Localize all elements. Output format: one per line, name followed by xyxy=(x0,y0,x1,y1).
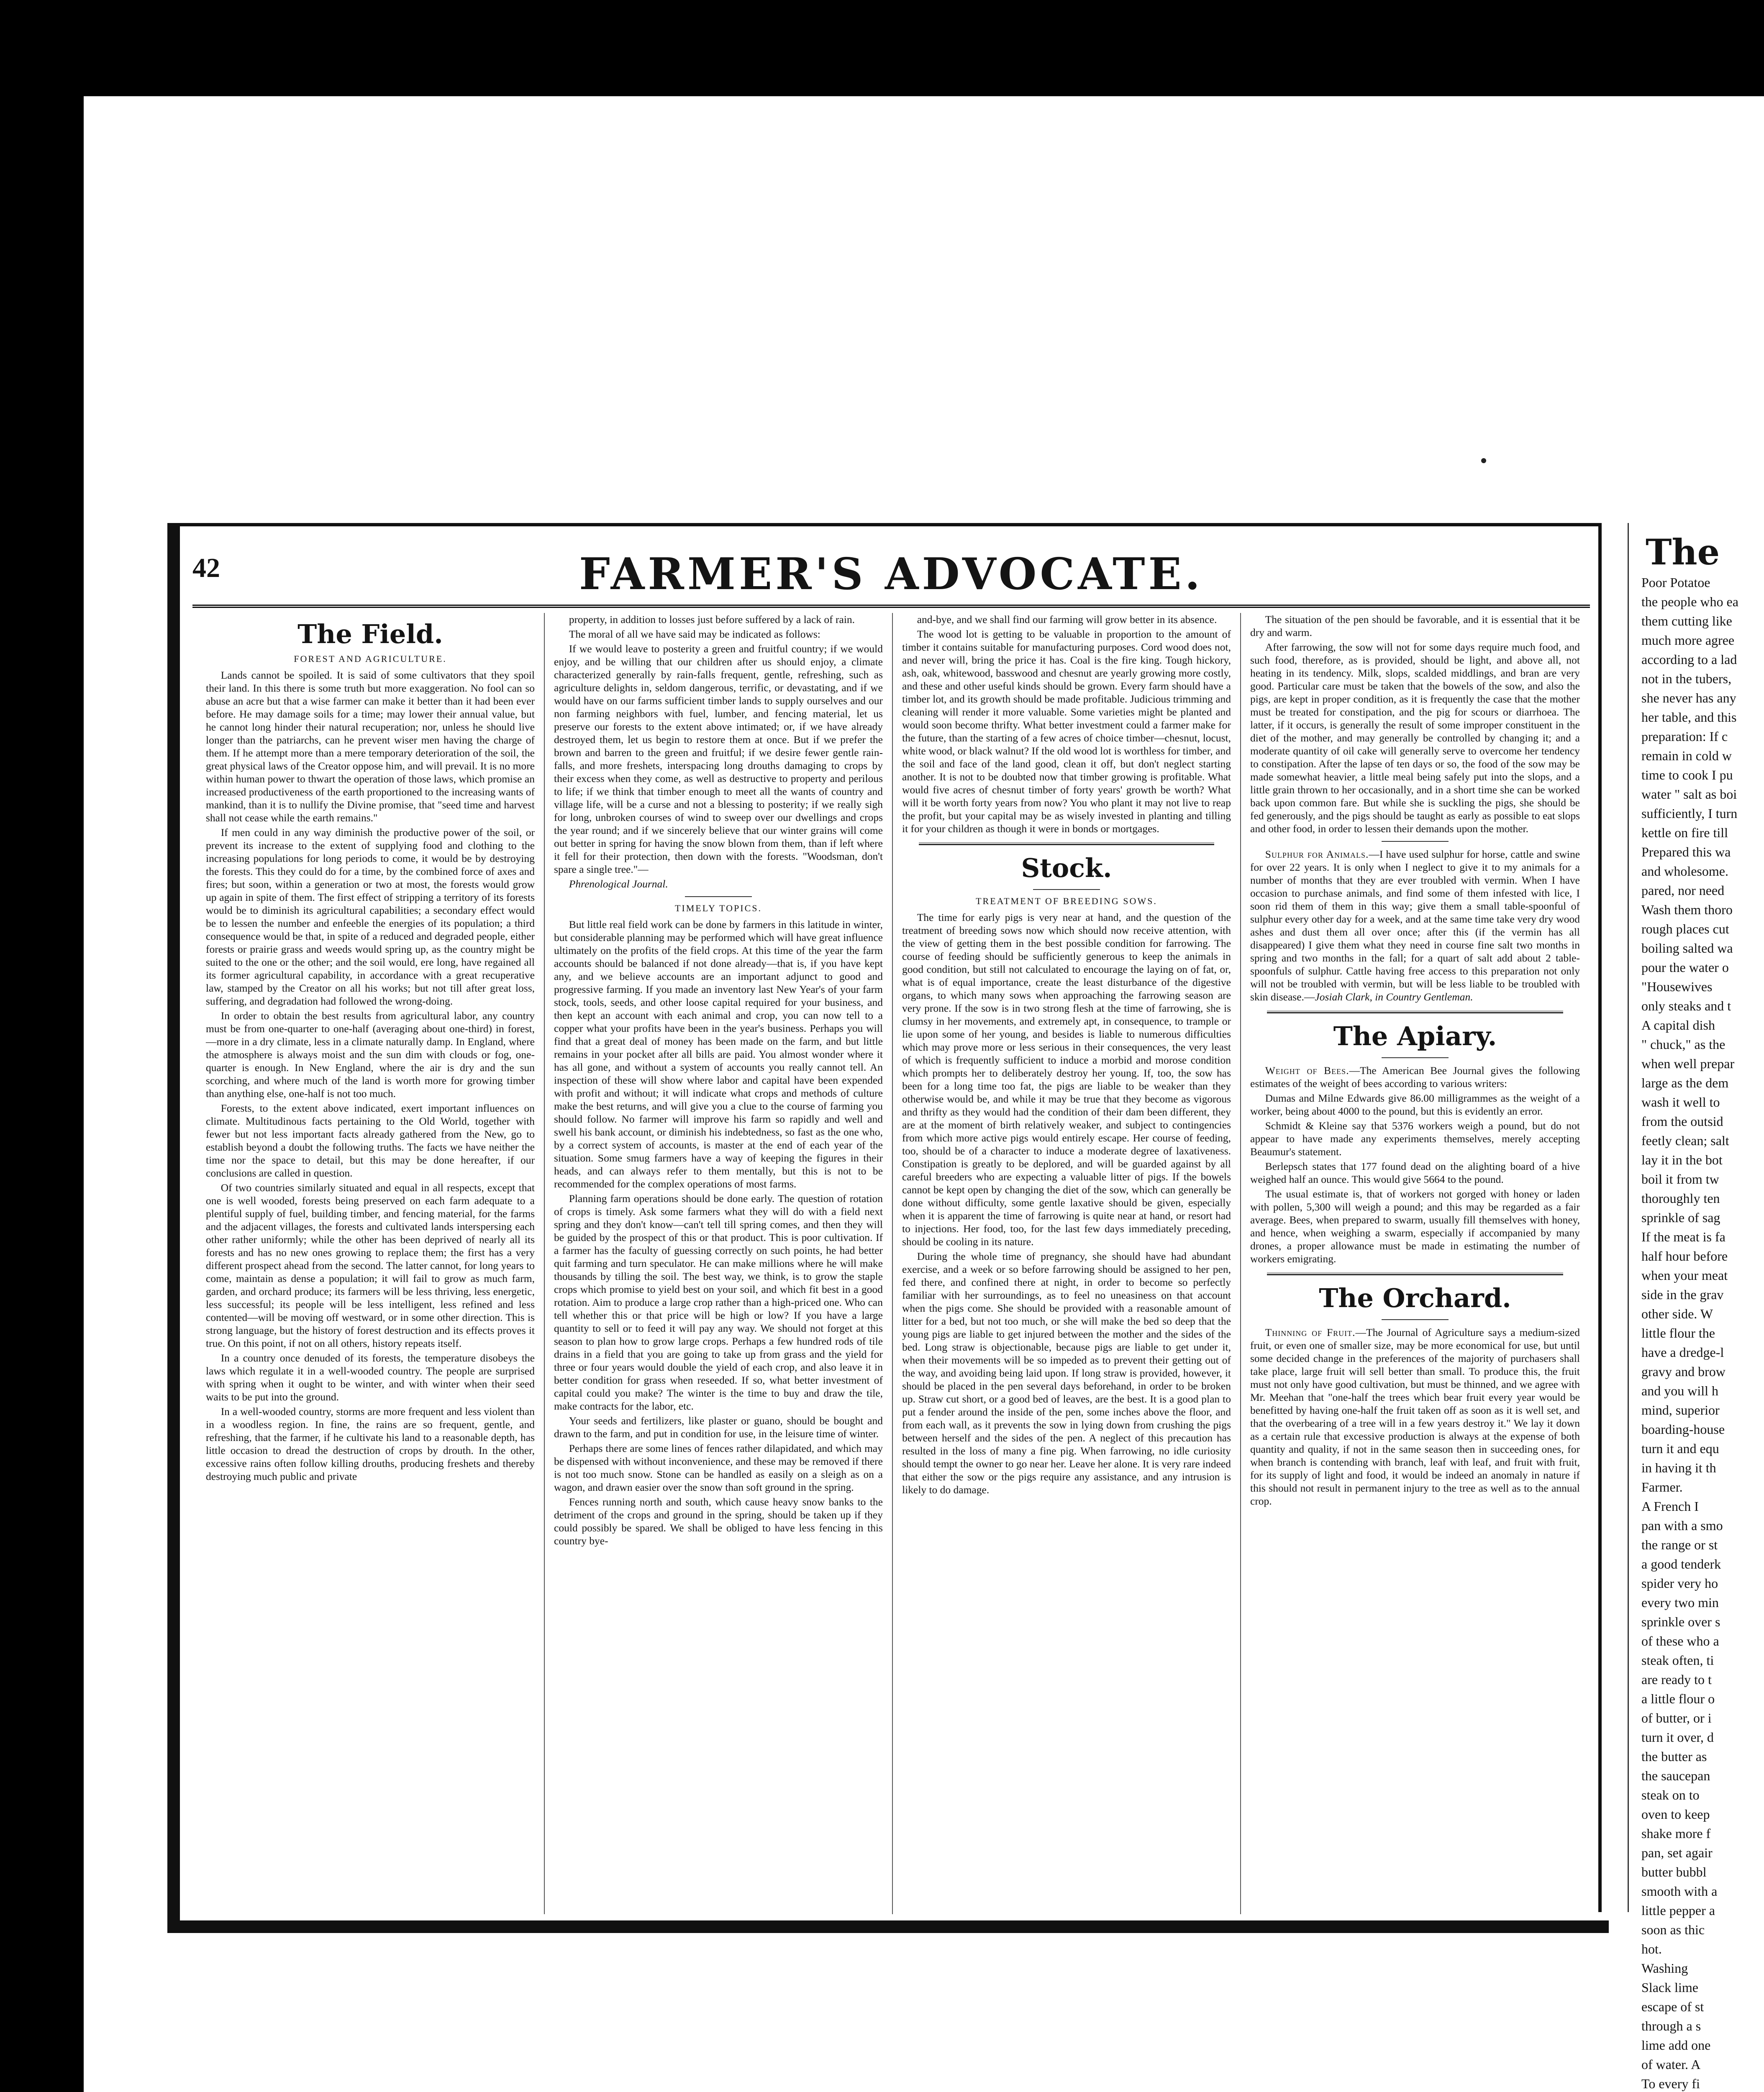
journal-title: FARMER'S ADVOCATE. xyxy=(579,548,1203,600)
facing-page-line: she never has any xyxy=(1641,690,1736,705)
section-rule xyxy=(1267,1273,1563,1275)
facing-page-line: mind, superior xyxy=(1641,1402,1720,1418)
paragraph: Perhaps there are some lines of fences rather dilapidated, and which may be dispensed with without inconvenience, and these may be removed if there is not too much snow. Stone can be handled as easily on a sleigh as on a wagon, and drawn easier over the snow than soft ground in the spring. xyxy=(554,1442,883,1493)
facing-page-line: pan with a smo xyxy=(1641,1518,1723,1533)
paragraph: In a country once denuded of its forests, the temperature disobeys the laws which regulate it in a well-wooded country. The people are surprised with spring when it ought to be winter, and with winter when their seed waits to be put into the ground. xyxy=(206,1352,535,1403)
facing-page-line: remain in cold w xyxy=(1641,748,1732,763)
section-head-orchard: The Orchard. xyxy=(1319,1283,1511,1313)
facing-page-line: not in the tubers, xyxy=(1641,671,1732,686)
facing-page-line: sprinkle over s xyxy=(1641,1614,1720,1629)
paragraph: Lands cannot be spoiled. It is said of some cultivators that they spoil their land. In this there is some truth but more exaggeration. No fool can so abuse an acre but that a wise farmer can make it better than it had been ever before. He may damage soils for a time; may lower their annual value, but he cannot long hinder their natural recuperation; nor, unless he should live longer than the patriarchs, can he prevent wiser men having the charge of them. If he attempt more than a mere temporary deterioration of the soil, the great physical laws of the Creator oppose him, and will prevail. It is no more within human power to thwart the operation of those laws, which promise an increased productiveness of the earth proportioned to the increasing wants of mankind, than it is to nullify the Divine promise, that "seed time and harvest shall not cease while the earth remains." xyxy=(206,669,535,824)
paragraph: If we would leave to posterity a green and fruitful country; if we would enjoy, and be willing that our children after us should enjoy, a climate characterized generally by rain-falls frequent, gentle, refreshing, such as agriculture delights in, seldom dangerous, terrific, or devastating, and if we would have on our farms sufficient timber lands to supply ourselves and our non farming neighbors with fuel, lumber, and fencing material, let us preserve our forests to the extent above intimated; or, if we have already destroyed them, let us begin to restore them at once. But if we prefer the brown and barren to the green and fruitful; if we desire fewer gentle rain-falls, and more freshets, interspacing long drouths damaging to crops by their excess when they come, as well as destructive to property and perilous to life; if we think that timber enough to meet all the wants of country and village life, will be a curse and not a blessing to posterity; if we really sigh for long, unbroken courses of wind to sweep over our dwellings and crops the year round; and if we sincerely believe that our winter grains will come out better in spring for having the snow blown from them, than if left where it fell for their protection, then down with the forests. "Woodsman, don't spare a single tree."— xyxy=(554,643,883,875)
paragraph: In order to obtain the best results from agricultural labor, any country must be from one-quarter to one-half (averaging about one-third) in forest,—more in a dry climate, less in a climate naturally damp. In England, where the atmosphere is always moist and the sun dim with clouds or fog, one-quarter is enough. In New England, where the air is dry and the sun scorching, and where much of the land is worth more for growing timber than anything else, one-half is not too much. xyxy=(206,1010,535,1100)
facing-page-line: "Housewives xyxy=(1641,979,1713,994)
paragraph: Planning farm operations should be done early. The question of rotation of crops is timely. Ask some farmers what they will do with a field next spring and they don't know—can't tell till spring comes, and then they will be guided by the prospect of this or that product. This is poor cultivation. If a farmer has the faculty of guessing correctly on such points, he had better quit farming and turn speculator. He can make millions where he will make thousands by tilling the soil. The best way, we think, is to grow the staple crops which promise to yield best on your soil, and which fit best in a good rotation. Aim to produce a large crop rather than a high-priced one. Who can tell whether this or that price will be high or low? If you have a large quantity to sell or to feed it will pay any way. We should not forget at this season to plan how to grow large crops. Perhaps a few hundred rods of tile drains in a field that you are going to take up from grass and the yield for three or four years would double the yield of each crop, and also leave it in better condition for grass when reseeded. If so, what better investment of capital could you make? The winter is the time to buy and draw the tile, make contracts for the labor, etc. xyxy=(554,1192,883,1412)
divider xyxy=(685,896,752,897)
facing-page-line: large as the dem xyxy=(1641,1075,1729,1090)
facing-page-line: the saucepan xyxy=(1641,1768,1710,1783)
article-sulphur xyxy=(1250,848,1580,1003)
masthead-rule xyxy=(192,605,1590,608)
newspaper-page xyxy=(167,523,1598,1933)
paragraph: Berlepsch states that 177 found dead on the alighting board of a hive weighed half an ounce. This would give 5664 to the pound. xyxy=(1250,1160,1580,1185)
facing-page-line: wash it well to xyxy=(1641,1095,1720,1110)
paragraph: Forests, to the extent above indicated, exert important influences on climate. Multitudinous facts pertaining to the Old World, together with fewer but not less important facts already gathered from the New, go to establish beyond a doubt the following truths. The facts we have neither the time nor the space to detail, but this may be done hereafter, if our conclusions are called in question. xyxy=(206,1102,535,1179)
article-text-fruit: —The Journal of Agriculture says a medium-sized fruit, or even one of smaller size, may be more economical for use, but until some decided change in the preferences of the majority of purchasers shall take place, large fruit will sell better than small. To produce this, the fruit must not only have good cultivation, but must be thinned, and we agree with Mr. Meehan that "one-half the trees which bear fruit every year would be benefitted by having one-half the fruit taken off as soon as it is well set, and that the overbearing of a tree will in a few years destroy it." We lay it down as a certain rule that excessive production is always at the expense of both quantity and quality, if not in the same season then in succeeding ones, for when branch is contending with branch, leaf with leaf, and fruit with fruit, for its supply of light and food, it would be indeed an anomaly in nature if this should not result in permanent injury to the tree as well as to the annual crop. xyxy=(1250,1326,1580,1507)
facing-page-line: the range or st xyxy=(1641,1537,1718,1552)
section-head-field: The Field. xyxy=(297,619,443,649)
divider xyxy=(1033,889,1100,890)
section-rule xyxy=(919,843,1214,845)
facing-page-line: boil it from tw xyxy=(1641,1172,1719,1187)
paragraph: The moral of all we have said may be indicated as follows: xyxy=(569,628,820,640)
facing-page-line: of these who a xyxy=(1641,1633,1719,1648)
film-notch xyxy=(0,0,84,96)
paragraph: Schmidt & Kleine say that 5376 workers weigh a pound, but do not appear to have made any experiments themselves, merely accepting Beaumur's statement. xyxy=(1250,1120,1580,1158)
facing-page-line: in having it th xyxy=(1641,1460,1716,1475)
page-left-border xyxy=(167,523,180,1933)
facing-page-line: pared, nor need xyxy=(1641,883,1725,898)
column-2 xyxy=(545,613,893,1914)
paragraph: Of two countries similarly situated and equal in all respects, except that one is well wooded, forests being preserved on each farm adequate to a plentiful supply of fuel, building timber, and fencing material, for the farms and the adjacent villages, the forests and cultivated lands interspersing each other rather uniformly; while the other has been deprived of nearly all its forests and has no new ones growing to replace them; the first has a very different prospect ahead from the second. The latter cannot, for long years to come, maintain as dense a population; it will fail to grow as much farm, garden, and orchard produce; its farmers will be less thriving, less energetic, less successful; its people will be less intelligent, less refined and less contented—will be moving off westward, or in some other direction. This is strong language, but the history of forest destruction and its effects proves it true. On this point, if not on all others, history repeats itself. xyxy=(206,1182,535,1349)
article-source-sulphur: Josiah Clark, in Country Gentleman. xyxy=(1315,991,1473,1003)
facing-page-line: shake more f xyxy=(1641,1826,1711,1841)
facing-page-line: Prepared this wa xyxy=(1641,844,1731,859)
facing-page-line: Farmer. xyxy=(1641,1479,1683,1495)
paragraph: The wood lot is getting to be valuable in proportion to the amount of timber it contains suitable for manufacturing purposes. Cord wood does not, and never will, bring the price it has. Coal is the fire king. Tough hickory, ash, oak, whitewood, basswood and chesnut are yearly growing more costly, and these and other useful kinds should be grown. Every farm should have a timber lot, and its growth should be made profitable. Judicious trimming and cleaning will render it more valuable. Some varieties might be planted and would soon become thrifty. What better investment could a farmer make for the future, than the starting of a few acres of choice timber—chesnut, locust, white wood, or black walnut? If the old wood lot is worthless for timber, and the soil and face of the land good, clean it off, but don't neglect starting another. It is not to be doubted now that timber growing is profitable. What would five acres of chesnut timber of forty years' growth be worth? What will it be worth forty years from now? You who plant it may not live to reap the profit, but your capital may be as wisely invested in planting and tilling it for your children as though it were in bonds or mortgages. xyxy=(902,628,1231,835)
page-binding-edge xyxy=(1598,523,1602,1912)
facing-page-line: thoroughly ten xyxy=(1641,1191,1720,1206)
facing-page-line: a little flour o xyxy=(1641,1691,1715,1706)
section-head-apiary: The Apiary. xyxy=(1333,1021,1497,1051)
facing-page-line: turn it and equ xyxy=(1641,1441,1719,1456)
article-lead-fruit: Thinning of Fruit. xyxy=(1265,1326,1356,1338)
facing-page-line: of butter, or i xyxy=(1641,1710,1712,1725)
facing-page-line: are ready to t xyxy=(1641,1672,1712,1687)
paragraph: If men could in any way diminish the productive power of the soil, or prevent its increase to the extent of supplying food and clothing to the increasing populations for long periods to come, it would be by destroying the forests. This they could do for a time, by the combined force of axes and fires; but soon, within a generation or two at most, the forests would grow up again in spite of them. The first effect of stripping a territory of its forests would be to diminish its agricultural capabilities; a secondary effect would be to lessen the number and enfeeble the energies of its population; a third consequence would be that, in spite of a reduced and degraded people, either forests or prairie grass and weeds would spring up, as the country might be suited to the one or the other; and the soil would, ere long, have regained all its former agricultural capability, in accordance with a great recuperative law, stamped by the Creator on all his works; but not till after great loss, suffering, and degradation had followed the wrong-doing. xyxy=(206,826,535,1007)
facing-page-line: soon as thic xyxy=(1641,1922,1705,1937)
film-speck xyxy=(1481,458,1486,463)
facing-page-line: oven to keep xyxy=(1641,1807,1710,1822)
article-bees xyxy=(1250,1064,1580,1090)
article-body-forest-cont xyxy=(554,613,883,876)
divider xyxy=(1382,1319,1449,1320)
facing-page-line: turn it over, d xyxy=(1641,1730,1714,1745)
facing-page-line: steak often, ti xyxy=(1641,1653,1714,1668)
facing-page-line: lime add one xyxy=(1641,2038,1711,2053)
article-title-timely: TIMELY TOPICS. xyxy=(674,903,762,913)
article-body-bees xyxy=(1250,1092,1580,1265)
facing-page-line: spider very ho xyxy=(1641,1576,1718,1591)
article-fruit xyxy=(1250,1326,1580,1507)
facing-page-line: boarding-house xyxy=(1641,1422,1725,1437)
facing-page-line: through a s xyxy=(1641,2018,1701,2033)
facing-page-line: A capital dish xyxy=(1641,1018,1715,1033)
columns xyxy=(197,613,1590,1914)
facing-page-line: steak on to xyxy=(1641,1787,1700,1802)
facing-page-line: water " salt as boi xyxy=(1641,787,1737,802)
article-lead-bees: Weight of Bees. xyxy=(1265,1064,1349,1077)
facing-page-line: side in the grav xyxy=(1641,1287,1724,1302)
facing-page-line: lay it in the bot xyxy=(1641,1152,1723,1167)
article-body-timely-cont xyxy=(902,613,1231,835)
column-3 xyxy=(893,613,1241,1914)
facing-page-line: If the meat is fa xyxy=(1641,1229,1726,1244)
facing-page-line: Poor Potatoe xyxy=(1641,575,1710,590)
facing-page-line: little pepper a xyxy=(1641,1903,1715,1918)
article-text-sulphur: —I have used sulphur for horse, cattle and swine for over 22 years. It is only when I neglect to give it to my animals for a number of months that they are ever troubled with vermin. When I have occasion to purchase animals, and find some of them infested with lice, I soon rid them of them in this way; give them a small table-spoonful of sulphur every other day for a week, and at the same time take very dry wood ashes and dust them all over once; after this (if the vermin has all disappeared) I give them what they need in course fine salt two months in spring and two months in the fall; for a quart of salt add about 2 table-spoonfuls of sulphur. Cattle having free access to this preparation not only will not be troubled with vermin, but will be less liable to be troubled with skin disease.— xyxy=(1250,848,1580,1003)
facing-page xyxy=(1628,523,1764,2091)
facing-page-line: rough places cut xyxy=(1641,921,1729,936)
facing-page-line: when your meat xyxy=(1641,1268,1728,1283)
paragraph: In a well-wooded country, storms are more frequent and less violent than in a woodless region. In fine, the rains are so frequent, gentle, and refreshing, that the farmer, if he cultivate his land to a reasonable depth, has little occasion to dread the destruction of crops by drouth. In the other, excessive rains often follow killing drouths, producing freshets and thereby destroying much public and private xyxy=(206,1405,535,1482)
facing-page-line: escape of st xyxy=(1641,1999,1704,2014)
facing-page-line: kettle on fire till xyxy=(1641,825,1728,840)
article-title-sows: TREATMENT OF BREEDING SOWS. xyxy=(976,896,1157,906)
section-head-stock: Stock. xyxy=(1021,853,1112,883)
facing-page-line: butter bubbl xyxy=(1641,1864,1707,1879)
page-number: 42 xyxy=(192,553,220,583)
facing-page-line: of water. A xyxy=(1641,2057,1701,2072)
facing-page-line: A French I xyxy=(1641,1499,1699,1514)
facing-page-lines xyxy=(1629,573,1764,2092)
section-rule xyxy=(1267,1011,1563,1013)
article-body-sows-cont xyxy=(1250,613,1580,835)
facing-page-line: pour the water o xyxy=(1641,960,1729,975)
page-top-border xyxy=(167,523,1598,526)
facing-page-line: Wash them thoro xyxy=(1641,902,1733,917)
facing-page-line: the butter as xyxy=(1641,1749,1707,1764)
facing-page-line: half hour before xyxy=(1641,1249,1728,1264)
facing-page-line: and you will h xyxy=(1641,1383,1718,1398)
facing-page-line: sprinkle of sag xyxy=(1641,1210,1720,1225)
article-lead-sulphur: Sulphur for Animals. xyxy=(1265,848,1369,860)
article-body-forest xyxy=(206,669,535,1483)
facing-page-line: feetly clean; salt xyxy=(1641,1133,1729,1148)
paragraph: property, in addition to losses just before suffered by a lack of rain. xyxy=(569,613,855,626)
facing-page-line: her table, and this xyxy=(1641,710,1737,725)
column-4 xyxy=(1241,613,1589,1914)
facing-page-line: gravy and brow xyxy=(1641,1364,1726,1379)
paragraph: and-bye, and we shall find our farming will grow better in its absence. xyxy=(917,613,1217,626)
masthead xyxy=(192,548,1590,602)
paragraph: Your seeds and fertilizers, like plaster or guano, should be bought and drawn to the farm, and put in condition for use, in the leisure time of winter. xyxy=(554,1415,883,1440)
facing-page-line: a good tenderk xyxy=(1641,1556,1721,1572)
paragraph: Dumas and Milne Edwards give 86.00 milligrammes as the weight of a worker, being about 4000 to the pound, but this is evidently an error. xyxy=(1250,1092,1580,1117)
facing-page-line: them cutting like xyxy=(1641,613,1732,628)
facing-page-header: The xyxy=(1646,531,1720,573)
paragraph: The situation of the pen should be favorable, and it is essential that it be dry and warm. xyxy=(1250,613,1580,638)
facing-page-line: smooth with a xyxy=(1641,1884,1718,1899)
page-bottom-border xyxy=(167,1920,1609,1933)
facing-page-line: Slack lime xyxy=(1641,1980,1698,1995)
facing-page-line: boiling salted wa xyxy=(1641,941,1733,956)
facing-page-line: preparation: If c xyxy=(1641,729,1728,744)
article-body-timely xyxy=(554,918,883,1547)
facing-page-line: hot. xyxy=(1641,1941,1662,1956)
facing-page-line: other side. W xyxy=(1641,1306,1713,1321)
facing-page-line: have a dredge-l xyxy=(1641,1345,1724,1360)
facing-page-line: according to a lad xyxy=(1641,652,1737,667)
divider xyxy=(1382,1057,1449,1058)
facing-page-line: when well prepar xyxy=(1641,1056,1735,1071)
facing-page-line: sufficiently, I turn xyxy=(1641,806,1738,821)
facing-page-line: Washing xyxy=(1641,1961,1688,1976)
facing-page-line: pan, set agair xyxy=(1641,1845,1713,1860)
divider xyxy=(1382,841,1449,842)
article-text-bees: —The American Bee Journal gives the following estimates of the weight of bees according to various writers: xyxy=(1250,1064,1580,1090)
paragraph: During the whole time of pregnancy, she should have had abundant exercise, and a week or so before farrowing should be assigned to her pen, fed there, and confined there at night, in order to become so perfectly familiar with her surroundings, as to feel no uneasiness on that account when the pigs come. She should be provided with a reasonable amount of litter for a bed, but not too much, or she will make the bed so deep that the young pigs are liable to get injured between the mother and the sides of the bed. Long straw is objectionable, because pigs are liable to get under it, when their movements will be so impeded as to prevent their getting out of the way, and avoiding being laid upon. If long straw is provided, however, it should be placed in the pen several days beforehand, in order to be broken up. Straw cut short, or a good bed of leaves, are the best. It is a good plan to put a fender around the inside of the pen, some inches above the floor, and from each wall, as it prevents the sow in lying down from crushing the pigs between herself and the sides of the pen. A neglect of this precaution has resulted in the loss of many a fine pig. When farrowing, no idle curiosity should tempt the owner to go near her. Leave her alone. It is very rare indeed that either the sow or the pigs require any assistance, and any intrusion is likely to do damage. xyxy=(902,1250,1231,1496)
paragraph: Fences running north and south, which cause heavy snow banks to the detriment of the crops and ground in the spring, should be taken up if they could possibly be spared. We shall be obliged to have less fencing in this country bye- xyxy=(554,1496,883,1547)
facing-page-line: the people who ea xyxy=(1641,594,1738,609)
facing-page-line: much more agree xyxy=(1641,633,1735,648)
column-1 xyxy=(197,613,545,1914)
facing-page-line: little flour the xyxy=(1641,1325,1715,1341)
facing-page-line: from the outsid xyxy=(1641,1114,1723,1129)
paragraph: After farrowing, the sow will not for some days require much food, and such food, therefore, as is provided, should be light, and above all, not heating in its tendency. Milk, slops, scalded middlings, and bran are very good. Particular care must be taken that the bowels of the sow, and also the pigs, are kept in proper condition, as it is frequently the case that the mother must be treated for constipation, and the pig for scours or diarrhoea. The latter, if it occurs, is generally the result of some improper constituent in the diet of the mother, and may generally be controlled by changing it; and a moderate quantity of oil cake will generally serve to overcome her tendency to constipation. After the lapse of ten days or so, the food of the sow may be made somewhat heavier, a little meal being safely put into the slops, and a little grain thrown to her occasionally, and in a short time she can be worked back upon common fare. But while she is suckling the pigs, she should be fed generously, and the pigs should be taught as early as possible to eat slops and other food, in order to lessen their demands upon the mother. xyxy=(1250,641,1580,835)
facing-page-line: time to cook I pu xyxy=(1641,767,1733,782)
facing-page-line: To every fi xyxy=(1641,2076,1700,2091)
article-title-forest: FOREST AND AGRICULTURE. xyxy=(294,654,447,664)
paragraph: The time for early pigs is very near at hand, and the question of the treatment of breeding sows now which should now receive attention, with the view of getting them in the best possible condition for farrowing. The course of feeding should be sufficiently generous to keep the animals in good condition, but still not calculated to encourage the laying on of fat, or, what is of equal importance, create the least disturbance of the digestive organs, to which many sows when approaching the farrowing season are very prone. If the sow is in two strong flesh at the time of farrowing, she is clumsy in her movements, and extremely apt, in consequence, to trample or lie upon some of her young, and besides is liable to numerous difficulties which may prove more or less serious in their consequences, the very least of which is frequently sufficient to induce a morbid and morose condition which prompts her to deliberately destroy her young. If, too, the sow has been for a long time too fat, the pigs are liable to be weaker than they otherwise would be, and while it may be true that they become as vigorous and thrifty as they would had the condition of their dam been different, they are at the moment of birth relatively weaker, and subject to contingencies from which more active pigs would entirely escape. Her course of feeding, too, should be of a character to induce a moderate degree of laxativeness. Constipation is greatly to be deplored, and will be guarded against by all careful breeders who are expecting a valuable litter of pigs. If the bowels cannot be kept open by changing the diet of the sow, which can generally be done without difficulty, some gentle laxative should be given, especially when it is apparent the time of farrowing is quite near at hand, or resort had to injections. Her food, too, for the last few days immediately preceding, should be cooling in its nature. xyxy=(902,911,1231,1248)
facing-page-line: " chuck," as the xyxy=(1641,1037,1726,1052)
paragraph: The usual estimate is, that of workers not gorged with honey or laden with pollen, 5,300 will weigh a pound; and this may be regarded as a fair average. Bees, when prepared to swarm, usually fill themselves with honey, and hence, when weighing a swarm, especially if accompanied by many drones, a proper allowance must be made in estimating the number of workers emigrating. xyxy=(1250,1188,1580,1265)
facing-page-line: only steaks and t xyxy=(1641,998,1731,1013)
paragraph: But little real field work can be done by farmers in this latitude in winter, but considerable planning may be performed which will have great influence ultimately on the profits of the field crops. At this time of the year the farm accounts should be balanced if not done already—that is, if you have kept any, and we believe accounts are an important adjunct to good and progressive farming. If you made an inventory last New Year's of your farm stock, tools, seeds, and other loose capital required for your business, and then kept an account with each animal and crop, you can now tell to a copper what your profits have been in the year's business. Perhaps you will find that a great deal of money has been made on the farm, and but little remains in your pocket after all bills are paid. You almost wonder where it has all gone, and without a system of accounts you really cannot tell. An inspection of these will show where labor and capital have been expended with profit and without; it will indicate what crops and methods of culture make the best returns, and will give you a clue to the course of farming you should follow. No farmer will improve his farm so rapidly and well and swell his bank account, or diminish his indebtedness, so fast as the one who, by a correct system of accounts, is master at the end of each year of the situation. Some smug farmers have a way of keeping the figures in their heads, and can always refer to them mentally, but this is not to be recommended for the complex operations of most farms. xyxy=(554,918,883,1190)
article-body-sows xyxy=(902,911,1231,1496)
facing-page-line: and wholesome. xyxy=(1641,864,1728,879)
facing-page-line: every two min xyxy=(1641,1595,1719,1610)
article-source: Phrenological Journal. xyxy=(569,878,668,890)
